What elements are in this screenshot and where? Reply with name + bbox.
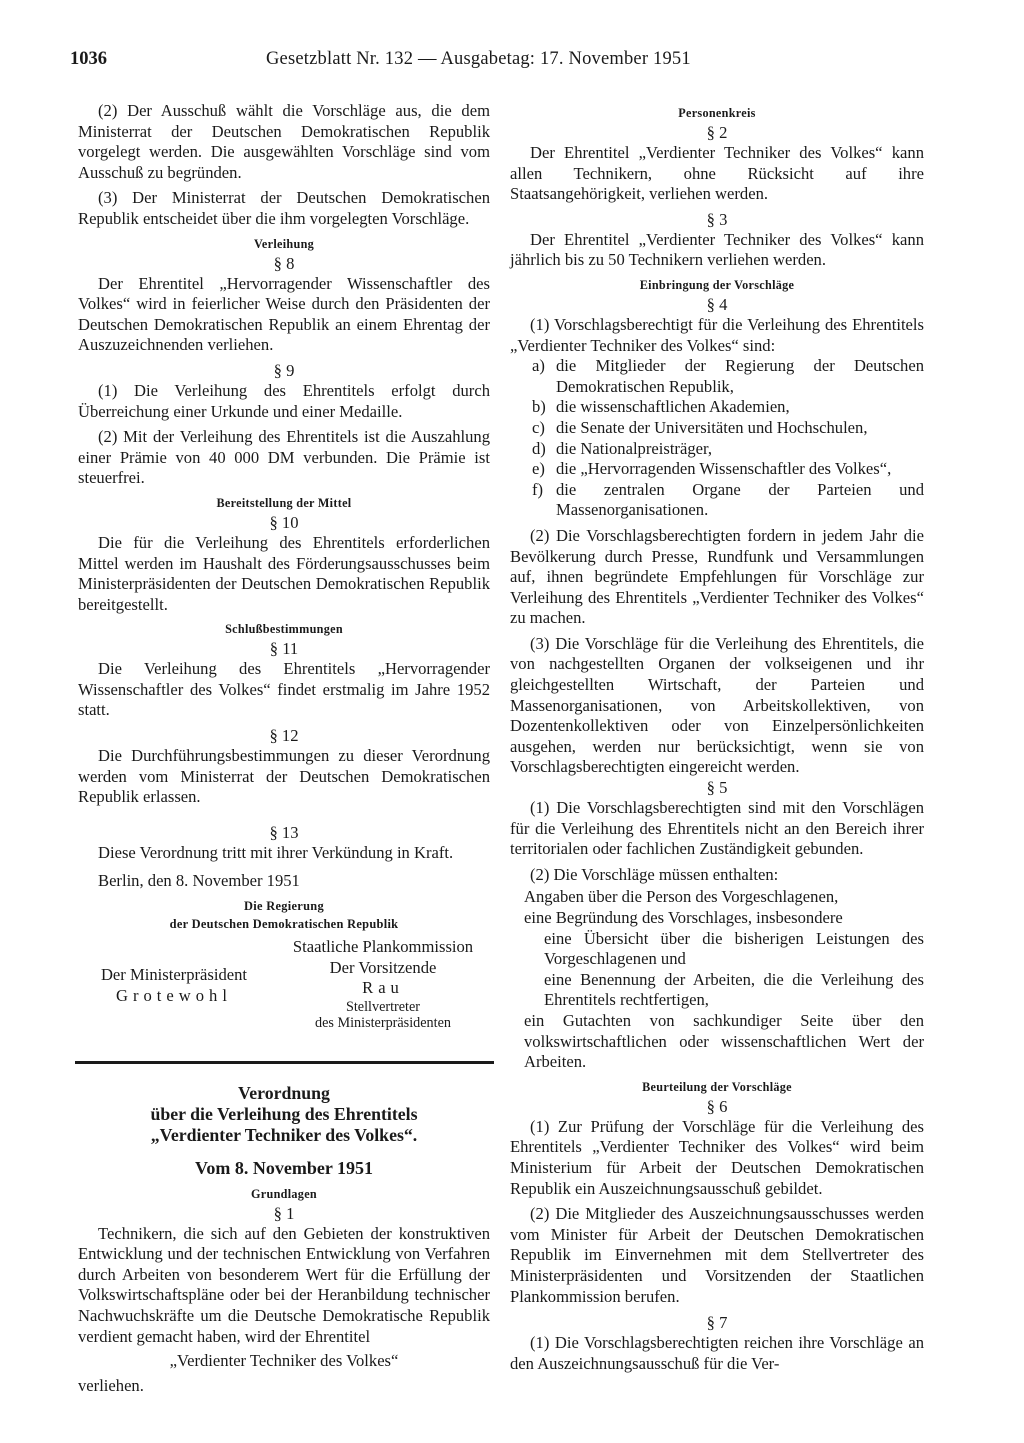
section-number: § 2 [706, 123, 728, 142]
list-item [532, 418, 924, 439]
paragraph: Die Verleihung des Ehrentitels „Hervorragender Wissenschaftler des Volkes“ findet erstmalig im Jahre 1952 statt. [78, 659, 490, 720]
section-number: § 12 [269, 726, 299, 746]
section-heading: Bereitstellung der Mittel [216, 495, 352, 510]
signature-organization: der Deutschen Demokratischen Republik [169, 917, 399, 932]
section-heading: Personenkreis [678, 106, 756, 120]
list-item: Angaben über die Person des Vorgeschlagenen, [524, 887, 839, 907]
place-date: Berlin, den 8. November 1951 [98, 871, 300, 891]
signature-right [268, 937, 498, 1031]
section-number: § 5 [706, 778, 728, 798]
requirements-list [510, 887, 924, 1072]
decree-title: Verordnung [238, 1083, 330, 1103]
list-text: die zentralen Organe der Parteien und Massenorganisationen. [556, 479, 924, 520]
section-heading: Einbringung der Vorschläge [639, 277, 795, 292]
paragraph: (2) Der Ausschuß wählt die Vorschläge aus, die dem Ministerrat der Deutschen Demokratischen Republik vorgelegt werden. Die ausgewählten Vorschläge sind vom Ausschuß zu begründen. [78, 101, 490, 182]
paragraph: Die Durchführungsbestimmungen zu dieser Verordnung werden vom Ministerrat der Deutschen Demokratischen Republik erlassen. [78, 746, 490, 807]
section-heading: Grundlagen [251, 1186, 317, 1201]
paragraph: Technikern, die sich auf den Gebieten der konstruktiven Entwicklung und der technischen Entwicklung von Verfahren durch Arbeiten von besonderem Wert für die Erfüllung der Volkswirtschaftspläne oder bei der Heranbildung technischer Nachwuchskräfte um die Deutsche Demokratische Republik verdient gemacht haben, wird der Ehrentitel [78, 1223, 490, 1346]
page-header [70, 49, 930, 77]
list-marker: b) [532, 397, 546, 417]
paragraph: (1) Die Verleihung des Ehrentitels erfolgt durch Überreichung einer Urkunde und einer Medaille. [78, 380, 490, 421]
section-heading: Beurteilung der Vorschläge [642, 1079, 792, 1094]
section-number: § 11 [269, 639, 299, 659]
list-text: die „Hervorragenden Wissenschaftler des Volkes“, [556, 459, 892, 479]
list-marker: d) [532, 438, 546, 458]
honor-title: „Verdienter Techniker des Volkes“ [169, 1351, 399, 1371]
list-item [532, 480, 924, 521]
section-number: § 10 [269, 512, 299, 532]
signature-block [78, 937, 490, 1031]
list-text: die Nationalpreisträger, [556, 438, 712, 458]
page-number: 1036 [70, 49, 107, 69]
divider-rule [75, 1061, 494, 1064]
signature-role: Der Ministerpräsident [100, 965, 248, 985]
paragraph: verliehen. [78, 1375, 144, 1395]
list-item: ein Gutachten von sachkundiger Seite über den volkswirtschaftlichen oder wissenschaftlichen Wert der Arbeiten. [524, 1010, 924, 1072]
paragraph: Der Ehrentitel „Verdienter Techniker des Volkes“ kann jährlich bis zu 50 Technikern verliehen werden. [510, 229, 924, 270]
paragraph: (1) Zur Prüfung der Vorschläge für die Verleihung des Ehrentitels „Verdienter Techniker des Volkes“ wird beim Ministerium für Arbeit der Deutschen Demokratischen Republik ein Auszeichnungsausschuß gebildet. [510, 1116, 924, 1198]
signature-organization: Die Regierung [244, 899, 324, 914]
paragraph: Der Ehrentitel „Verdienter Techniker des Volkes“ kann allen Technikern, ohne Rücksicht auf ihre Staatsangehörigkeit, verliehen werden. [510, 143, 924, 204]
paragraph: (2) Die Mitglieder des Auszeichnungsausschusses werden vom Minister für Arbeit der Deutschen Demokratischen Republik im Einvernehmen mit dem Stellvertreter des Ministerpräsidenten und Vorsitzenden der Staatlichen Plankommission berufen. [510, 1204, 924, 1306]
list-item [532, 459, 924, 480]
paragraph: (1) Vorschlagsberechtigt für die Verleihung des Ehrentitels „Verdienter Techniker des Volkes“ sind: [510, 314, 924, 355]
list-text: die wissenschaftlichen Akademien, [556, 397, 790, 417]
section-number: § 7 [706, 1313, 728, 1333]
paragraph: (2) Mit der Verleihung des Ehrentitels ist die Auszahlung einer Prämie von 40 000 DM verbunden. Die Prämie ist steuerfrei. [78, 427, 490, 488]
section-number: § 13 [269, 822, 299, 842]
section-number: § 1 [273, 1203, 295, 1223]
section-number: § 3 [706, 209, 728, 229]
signature-agency: Staatliche Plankommission [292, 937, 474, 957]
section-heading: Verleihung [253, 236, 315, 251]
section-heading: Schlußbestimmungen [225, 622, 343, 637]
list-item: eine Begründung des Vorschlages, insbesondere [524, 908, 843, 927]
decree-title: über die Verleihung des Ehrentitels [150, 1104, 418, 1124]
list-marker: a) [532, 356, 545, 376]
paragraph: (1) Die Vorschlagsberechtigten reichen ihre Vorschläge an den Auszeichnungsausschuß für die Ver- [510, 1333, 924, 1373]
signature-name: Grotewohl [116, 985, 232, 1005]
decree-block [78, 1083, 490, 1396]
paragraph: (2) Die Vorschlagsberechtigten fordern in jedem Jahr die Bevölkerung durch Presse, Rundfunk und Versammlungen auf, ihnen begründete Empfehlungen für Vorschläge zur Verleihung des Ehrentitels „Verdienter Techniker des Volkes“ zu machen. [510, 525, 924, 628]
list-subitem: eine Benennung der Arbeiten, die die Verleihung des Ehrentitels rechtfertigen, [544, 969, 924, 1010]
paragraph: (3) Der Ministerrat der Deutschen Demokratischen Republik entscheidet über die ihm vorgelegten Vorschläge. [78, 188, 490, 228]
section-number: § 6 [706, 1096, 728, 1116]
paragraph: (2) Die Vorschläge müssen enthalten: [530, 864, 779, 884]
left-column [78, 101, 490, 1031]
paragraph: (1) Die Vorschlagsberechtigten sind mit den Vorschlägen für die Verleihung des Ehrentitels nicht an den Bereich ihrer territorialen oder fachlichen Zuständigkeit gebunden. [510, 798, 924, 859]
list-text: die Mitglieder der Regierung der Deutschen Demokratischen Republik, [556, 356, 924, 396]
list-item [532, 439, 924, 460]
page-header-title: Gesetzblatt Nr. 132 — Ausgabetag: 17. November 1951 [266, 49, 691, 69]
decree-date: Vom 8. November 1951 [195, 1158, 373, 1178]
section-number: § 8 [273, 253, 295, 273]
signature-role: Stellvertreter [345, 998, 421, 1015]
paragraph: (3) Die Vorschläge für die Verleihung des Ehrentitels, die von nachgestellten Organen der volkseigenen und ihr gleichgestellten Wirtschaft, der Parteien und Massenorganisationen, von Arbeitskollektiven, von Dozentenkollektiven oder von Einzelpersönlichkeiten ausgehen, werden nur berücksichtigt, wenn sie von Vorschlagsberechtigten eingereicht werden. [510, 633, 924, 777]
list-marker: c) [532, 417, 545, 437]
signature-left [74, 965, 274, 1006]
list-subitem: eine Übersicht über die bisherigen Leistungen des Vorgeschlagenen und [544, 928, 924, 969]
section-number: § 4 [706, 294, 728, 314]
paragraph: Die für die Verleihung des Ehrentitels erforderlichen Mittel werden im Haushalt des Förderungsausschusses beim Ministerpräsidenten der Deutschen Demokratischen Republik bereitgestellt. [78, 532, 490, 614]
list-marker: e) [532, 459, 545, 479]
signature-role: des Ministerpräsidenten [315, 1014, 451, 1031]
list-marker: f) [532, 479, 544, 499]
section-number: § 9 [273, 360, 295, 380]
proposer-list [510, 356, 924, 521]
paragraph: Der Ehrentitel „Hervorragender Wissenschaftler des Volkes“ wird in feierlicher Weise durch den Präsidenten der Deutschen Demokratischen Republik an einem Ehrentag der Auszuzeichnenden verliehen. [78, 273, 490, 355]
list-item [532, 356, 924, 397]
decree-title: „Verdienter Techniker des Volkes“. [150, 1125, 418, 1145]
signature-name: Rau [362, 978, 404, 998]
signature-role: Der Vorsitzende [329, 957, 437, 977]
paragraph: Diese Verordnung tritt mit ihrer Verkündung in Kraft. [98, 842, 454, 862]
list-item [532, 397, 924, 418]
right-column [510, 104, 924, 1379]
list-text: die Senate der Universitäten und Hochschulen, [556, 417, 868, 437]
